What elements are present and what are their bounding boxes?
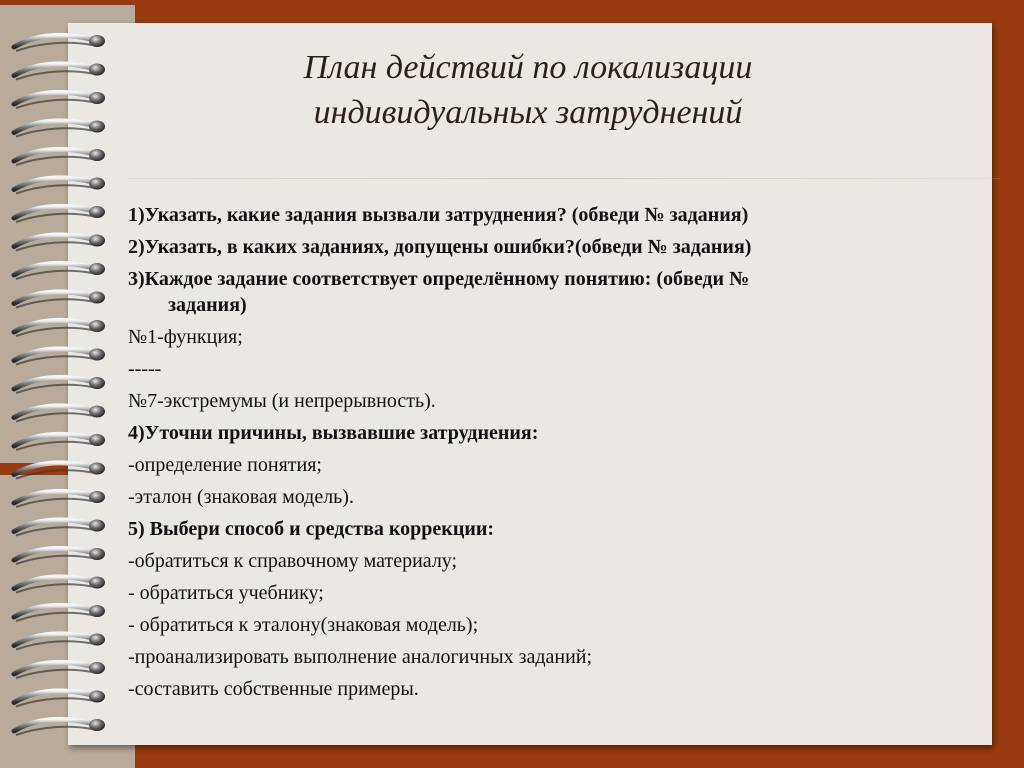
- list-item: -составить собственные примеры.: [128, 678, 419, 700]
- plan-list: [128, 199, 978, 705]
- list-item: 1)Указать, какие задания вызвали затруднения? (обведи № задания): [128, 204, 749, 226]
- binding-ring: [14, 434, 105, 450]
- binding-ring: [14, 491, 105, 507]
- binding-ring: [14, 92, 105, 108]
- binding-ring: [14, 662, 105, 678]
- binding-ring: [14, 64, 105, 80]
- list-item: - обратиться учебнику;: [128, 582, 324, 604]
- list-item: - обратиться к эталону(знаковая модель);: [128, 614, 479, 636]
- binding-ring: [14, 463, 105, 479]
- list-item: 4)Уточни причины, вызвавшие затруднения:: [128, 422, 539, 444]
- binding-ring: [14, 263, 105, 279]
- binding-ring: [14, 121, 105, 137]
- title-line-1: План действий по локализации: [303, 49, 753, 86]
- binding-ring: [14, 520, 105, 536]
- binding-ring: [14, 149, 105, 165]
- binding-ring: [14, 605, 105, 621]
- list-item: -----: [128, 358, 162, 380]
- list-item: [128, 263, 978, 321]
- list-item: -проанализировать выполнение аналогичных заданий;: [128, 646, 593, 668]
- binding-ring: [14, 235, 105, 251]
- binding-ring: [14, 377, 105, 393]
- binding-ring: [14, 548, 105, 564]
- binding-ring: [14, 634, 105, 650]
- binding-ring: [14, 35, 105, 51]
- binding-ring: [14, 349, 105, 365]
- list-item: -обратиться к справочному материалу;: [128, 550, 458, 572]
- title-line-2: индивидуальных затруднений: [313, 94, 743, 131]
- list-item: -определение понятия;: [128, 454, 322, 476]
- list-item-continuation: задания): [168, 294, 247, 316]
- binding-ring: [14, 406, 105, 422]
- binding-ring: [14, 178, 105, 194]
- binding-ring: [14, 719, 105, 735]
- spiral-binding-icon: [0, 0, 135, 768]
- list-item: №1-функция;: [128, 326, 243, 348]
- binding-ring: [14, 320, 105, 336]
- title-divider: [128, 178, 1000, 179]
- list-item: 5) Выбери способ и средства коррекции:: [128, 518, 495, 540]
- list-item-text: 3)Каждое задание соответствует определённому понятию: (обведи №: [128, 268, 750, 290]
- list-item: -эталон (знаковая модель).: [128, 486, 354, 508]
- binding-ring: [14, 577, 105, 593]
- binding-ring: [14, 206, 105, 222]
- slide-title: [128, 45, 928, 135]
- binding-ring: [14, 691, 105, 707]
- binding-ring: [14, 292, 105, 308]
- list-item: 2)Указать, в каких заданиях, допущены ошибки?(обведи № задания): [128, 236, 752, 258]
- list-item: №7-экстремумы (и непрерывность).: [128, 390, 436, 412]
